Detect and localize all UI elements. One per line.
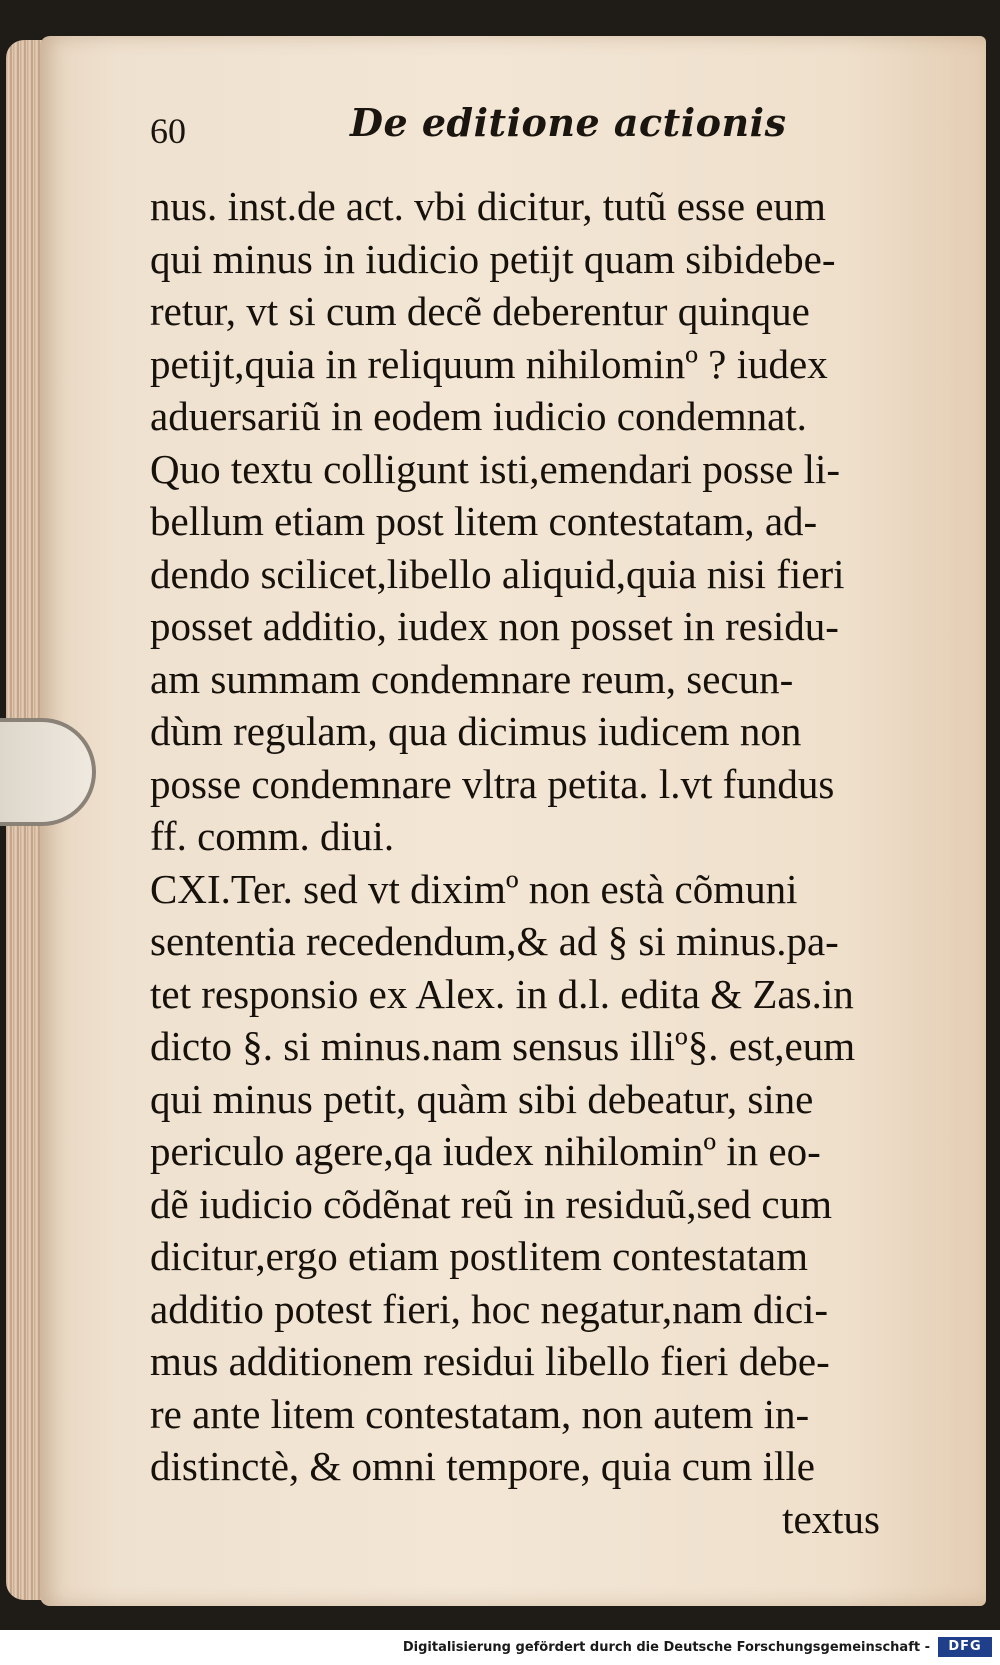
- footer-bar: [0, 1630, 1000, 1665]
- text-line: qui minus in iudicio petijt quam sibidebe-: [150, 235, 836, 282]
- text-line: bellum etiam post litem contestatam, ad-: [150, 498, 818, 544]
- text-line: retur, vt si cum decẽ deberentur quinque: [150, 288, 810, 334]
- text-line: re ante litem contestatam, non autem in-: [150, 1390, 810, 1437]
- page-header: [150, 100, 870, 180]
- text-line: petijt,quia in reliquum nihilominº ? iudex: [150, 340, 828, 387]
- page-number: 60: [150, 111, 186, 151]
- text-line: nus. inst.de act. vbi dicitur, tutũ esse eum: [150, 183, 826, 229]
- text-line: posse condemnare vltra petita. l.vt fundus: [150, 760, 835, 807]
- text-line: periculo agere,qa iudex nihilominº in eo-: [150, 1128, 821, 1174]
- text-line: dendo scilicet,libello aliquid,quia nisi fieri: [150, 550, 845, 597]
- text-line: tet responsio ex Alex. in d.l. edita & Zas.in: [150, 970, 854, 1017]
- text-line: dùm regulam, qua dicimus iudicem non: [150, 708, 802, 754]
- dfg-logo: DFG: [938, 1637, 992, 1657]
- text-line: dicto §. si minus.nam sensus illiº§. est,eum: [150, 1023, 856, 1069]
- text-line: sententia recedendum,& ad § si minus.pa-: [150, 918, 839, 964]
- text-line: CXI.Ter. sed vt diximº non està cõmuni: [150, 865, 798, 912]
- text-line: additio potest fieri, hoc negatur,nam dici-: [150, 1285, 829, 1332]
- funding-credit: Digitalisierung gefördert durch die Deutsche Forschungsgemeinschaft -: [402, 1640, 930, 1655]
- text-line: dẽ iudicio cõdẽnat reũ in residuũ,sed cum: [150, 1180, 832, 1227]
- text-line: aduersariũ in eodem iudicio condemnat.: [150, 393, 807, 439]
- text-line: ff. comm. diui.: [150, 813, 395, 859]
- text-line: posset additio, iudex non posset in residu-: [150, 603, 839, 649]
- running-head: De editione actionis: [350, 100, 787, 145]
- text-line: mus additionem residui libello fieri debe-: [150, 1338, 830, 1384]
- text-line: distinctè, & omni tempore, quia cum ille: [150, 1443, 815, 1489]
- body-text: [150, 180, 950, 1545]
- text-line: Quo textu colligunt isti,emendari posse li-: [150, 445, 841, 492]
- text-line: am summam condemnare reum, secun-: [150, 655, 794, 702]
- text-line: qui minus petit, quàm sibi debeatur, sine: [150, 1075, 814, 1122]
- text-line: dicitur,ergo etiam postlitem contestatam: [150, 1233, 808, 1279]
- catchword: textus: [782, 1495, 880, 1542]
